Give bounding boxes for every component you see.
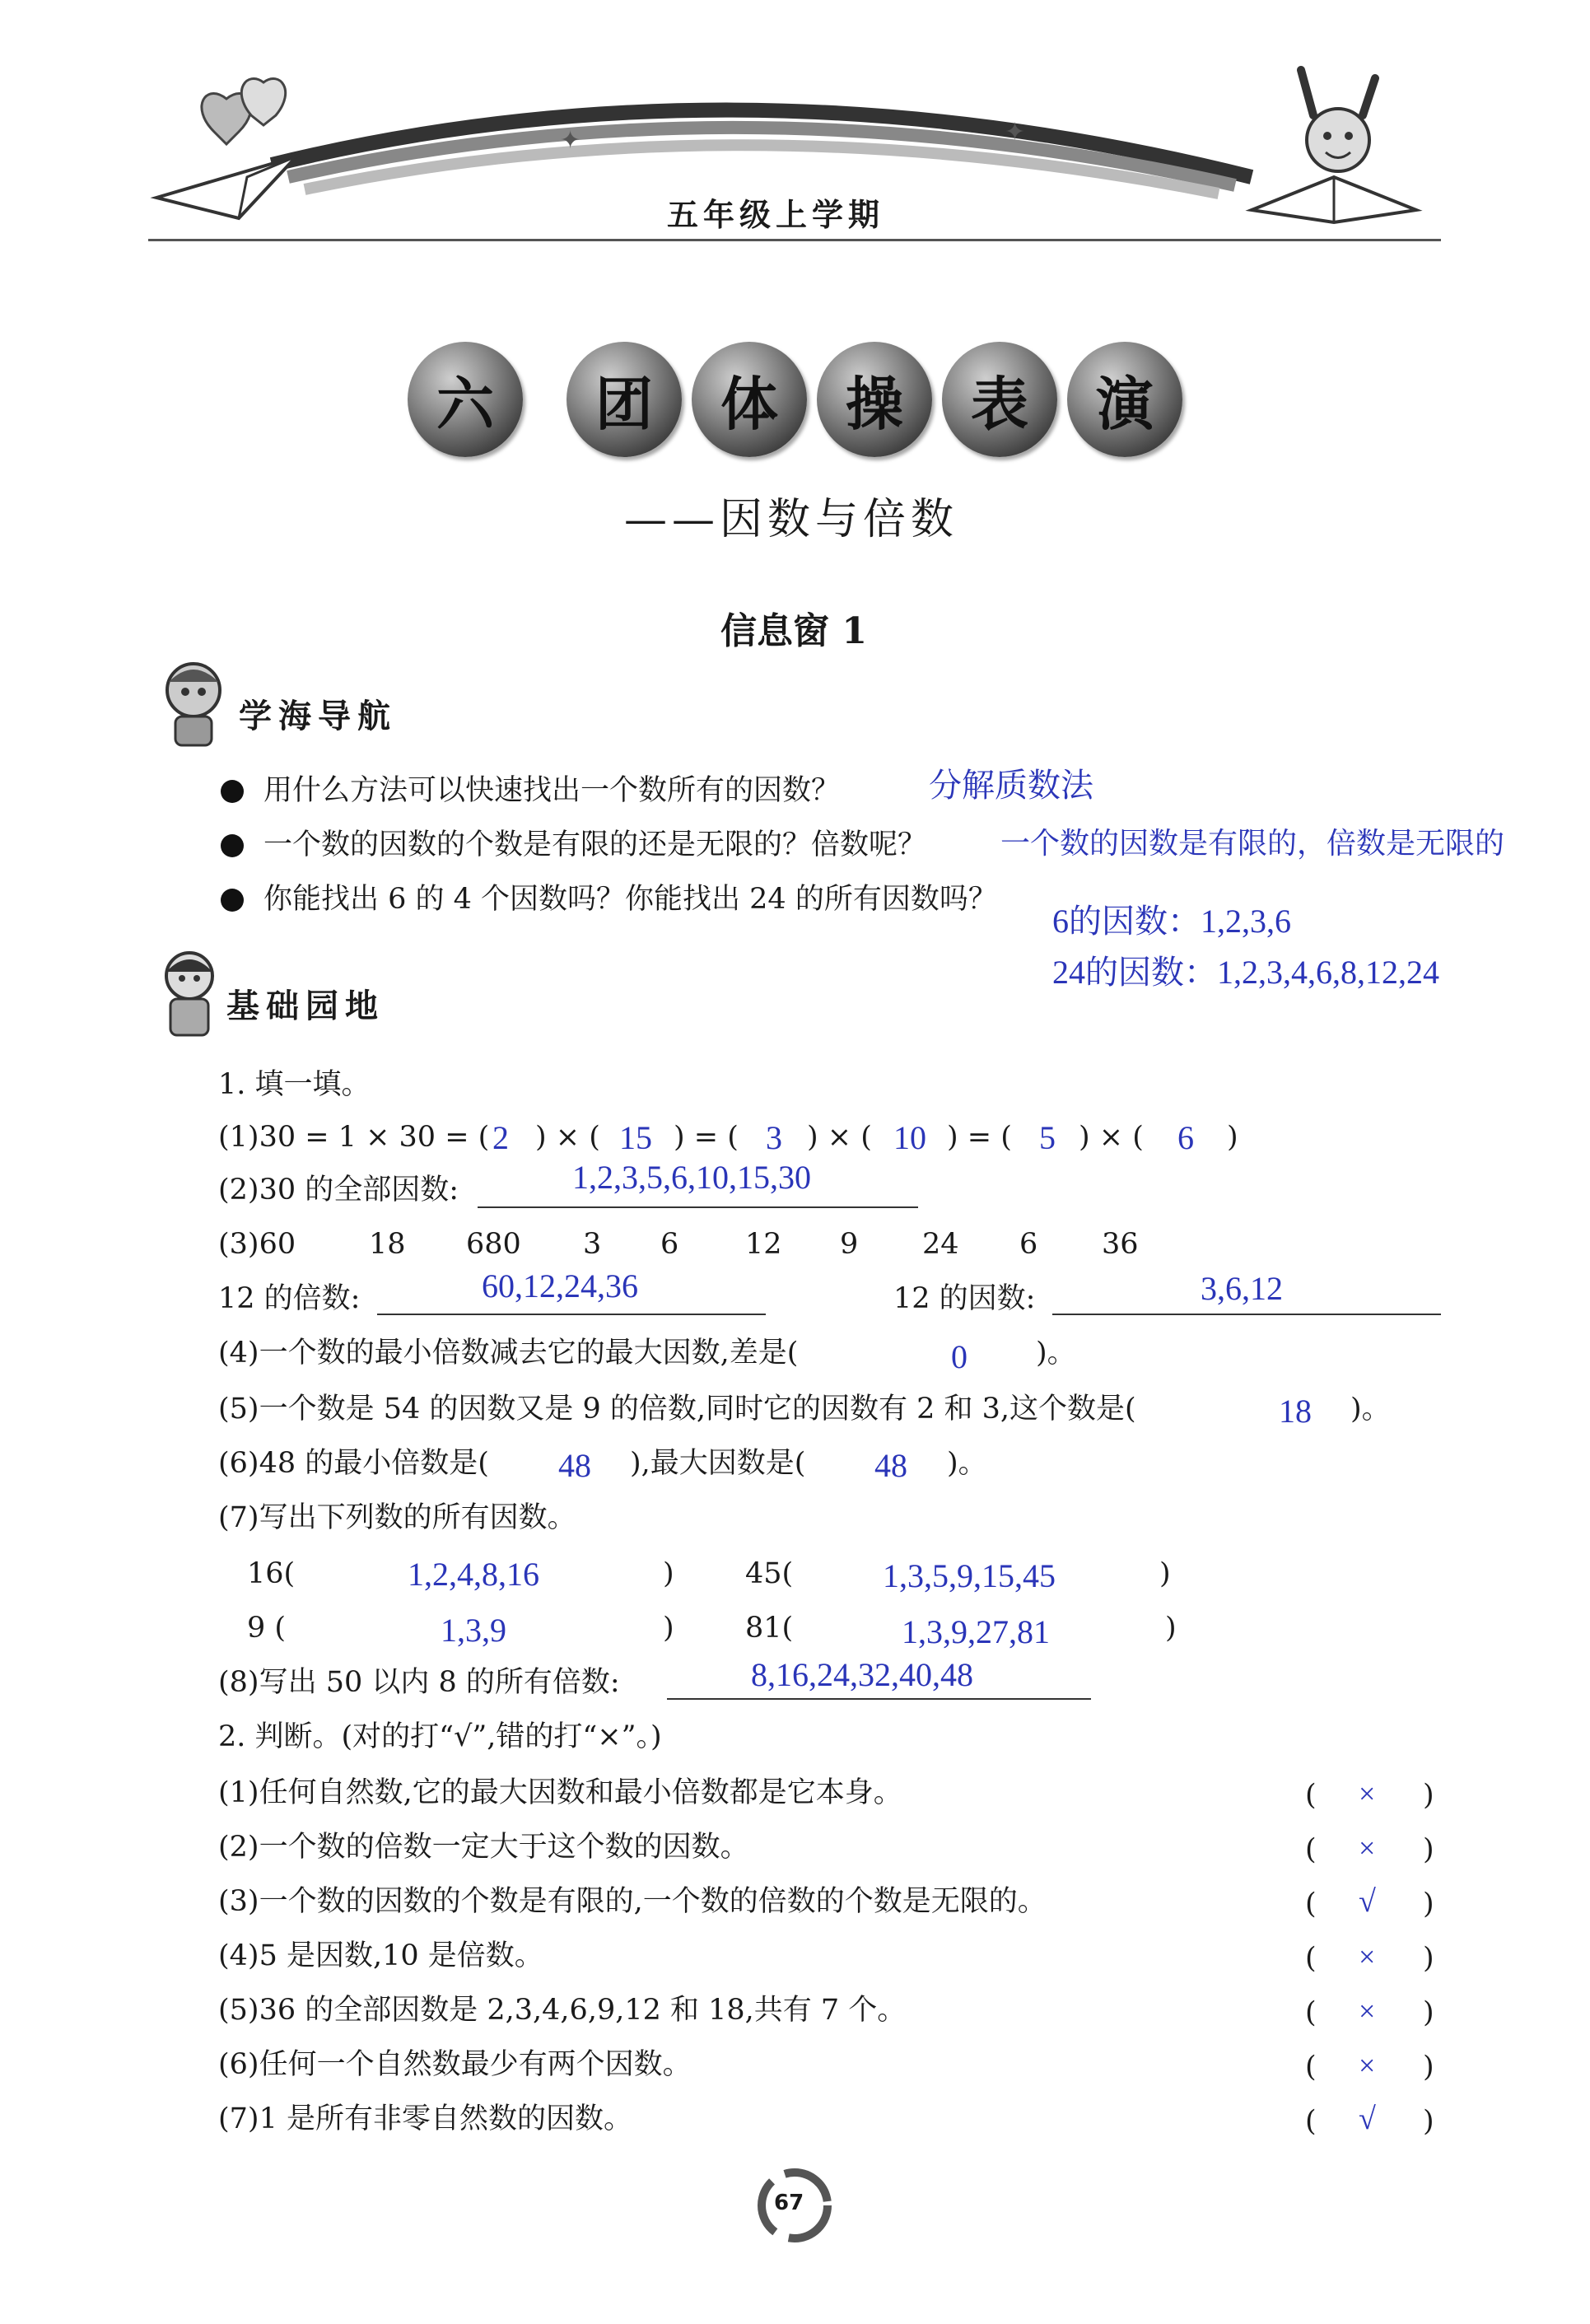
q1-3-number: 18 [369,1228,406,1261]
q1-7-answer: 1,3,9 [441,1612,506,1649]
judge-bracket: ) [1423,1779,1434,1812]
judge-answer: × [1359,1940,1376,1973]
q1-6-text: (6)48 的最小倍数是( [218,1447,489,1480]
q1-3-multiples-label: 12 的倍数: [218,1282,361,1315]
q1-7-label: 16( [247,1557,296,1590]
judge-item: (5)36 的全部因数是 2,3,4,6,9,12 和 18,共有 7 个。 [218,1994,907,2027]
judge-answer: √ [1359,2102,1376,2136]
q1-7-text: (7)写出下列数的所有因数。 [218,1501,576,1534]
svg-text:✦: ✦ [560,126,581,155]
section-heading-nav: 学海导航 [239,698,397,735]
q1-4-text: (4)一个数的最小倍数减去它的最大因数,差是( [218,1337,799,1370]
q1-8-label: (8)写出 50 以内 8 的所有倍数: [218,1666,620,1699]
q1-1-answer: 15 [619,1119,652,1156]
judge-item: (3)一个数的因数的个数是有限的,一个数的倍数的个数是无限的。 [218,1885,1047,1918]
question-title: 2. 判断。(对的打“√”,错的打“×”。) [218,1720,662,1753]
svg-text:✦: ✦ [1005,118,1026,147]
judge-item: (6)任何一个自然数最少有两个因数。 [218,2048,692,2081]
answer-line [377,1314,766,1315]
judge-bracket: ( [1305,1942,1317,1975]
q1-7-label: 9 ( [247,1612,287,1645]
q1-5-close: )。 [1350,1393,1391,1426]
q1-7-label: 81( [745,1612,794,1645]
title-char: 操 [817,342,932,457]
q1-2-label: (2)30 的全部因数: [218,1174,459,1206]
q1-1-answer: 10 [893,1119,926,1156]
q1-8-answer: 8,16,24,32,40,48 [751,1656,973,1693]
nav-answer: 分解质数法 [929,767,1093,804]
q1-5-answer: 18 [1279,1393,1312,1430]
title-char: 体 [692,342,807,457]
q1-1-answer: 3 [766,1119,782,1156]
title-char: 六 [408,342,523,457]
q1-3-factors-answer: 3,6,12 [1201,1270,1283,1307]
judge-bracket: ( [1305,2105,1317,2138]
q1-1-text: ) = ( [947,1121,1012,1154]
q1-1-text: ) = ( [674,1121,739,1154]
judge-answer: × [1359,1777,1376,1810]
judge-answer: × [1359,2049,1376,2082]
judge-answer: √ [1359,1884,1376,1919]
q1-1-text: ) × ( [1079,1121,1144,1154]
bullet-icon [221,889,244,912]
judge-bracket: ) [1423,2051,1434,2084]
nav-answer: 6的因数：1,2,3,6 [1052,903,1291,940]
q1-3-factors-label: 12 的因数: [893,1282,1036,1315]
q1-3-number: 9 [840,1228,859,1261]
nav-question: 你能找出 6 的 4 个因数吗？你能找出 24 的所有因数吗？ [263,883,997,916]
q1-3-number: 6 [660,1228,679,1261]
judge-bracket: ( [1305,2051,1317,2084]
judge-answer: × [1359,1995,1376,2028]
q1-4-close: )。 [1036,1337,1076,1370]
q1-7-label: 45( [745,1557,794,1590]
judge-item: (2)一个数的倍数一定大于这个数的因数。 [218,1831,749,1864]
q1-7-answer: 1,3,9,27,81 [902,1613,1050,1650]
q1-6-mid: ),最大因数是( [630,1447,806,1480]
judge-bracket: ( [1305,1888,1317,1920]
title-char: 团 [567,342,682,457]
judge-bracket: ) [1423,1888,1434,1920]
judge-bracket: ) [1423,2105,1434,2138]
q1-7-close: ) [1159,1557,1171,1590]
q1-6-close: )。 [947,1447,987,1480]
q1-1-answer: 6 [1177,1119,1194,1156]
q1-7-close: ) [663,1612,674,1645]
q1-3-number: 12 [745,1228,782,1261]
q1-1-answer: 5 [1039,1119,1056,1156]
judge-bracket: ( [1305,1833,1317,1866]
answer-line [478,1206,918,1208]
q1-3-number: 6 [1019,1228,1038,1261]
q1-6-answer: 48 [558,1447,591,1484]
grade-label: 五年级上学期 [667,197,885,233]
title-char: 演 [1067,342,1182,457]
q1-3-number: 36 [1102,1228,1139,1261]
judge-bracket: ) [1423,1833,1434,1866]
judge-item: (7)1 是所有非零自然数的因数。 [218,2102,632,2135]
question-title: 1. 填一填。 [218,1068,371,1101]
q1-4-answer: 0 [951,1338,968,1375]
judge-item: (1)任何自然数,它的最大因数和最小倍数都是它本身。 [218,1776,902,1809]
nav-answer: 一个数的因数是有限的，倍数是无限的 [1000,827,1505,860]
q1-6-answer: 48 [874,1447,907,1484]
judge-bracket: ( [1305,1996,1317,2029]
q1-3-number: 680 [466,1228,521,1261]
nav-question: 用什么方法可以快速找出一个数所有的因数？ [263,774,841,807]
q1-2-answer: 1,2,3,5,6,10,15,30 [572,1159,811,1196]
title-char: 表 [942,342,1057,457]
boy-avatar-icon [152,947,226,1038]
q1-1-answer: 2 [492,1119,509,1156]
q1-3-number: (3)60 [218,1228,296,1261]
section-heading-basics: 基础园地 [226,987,385,1025]
nav-answer: 24的因数：1,2,3,4,6,8,12,24 [1052,954,1439,991]
q1-1-text: ) [1227,1121,1238,1154]
q1-3-number: 3 [583,1228,602,1261]
judge-bracket: ( [1305,1779,1317,1812]
q1-3-number: 24 [922,1228,959,1261]
chapter-subtitle: ——因数与倍数 [624,495,959,544]
judge-bracket: ) [1423,1942,1434,1975]
answer-line [1052,1314,1441,1315]
q1-7-answer: 1,2,4,8,16 [408,1556,539,1593]
header-rule [148,239,1441,241]
info-window-title: 信息窗 1 [720,610,867,652]
nav-question: 一个数的因数的个数是有限的还是无限的？倍数呢？ [263,828,927,861]
bullet-icon [221,780,244,803]
q1-5-text: (5)一个数是 54 的因数又是 9 的倍数,同时它的因数有 2 和 3,这个数是( [218,1393,1136,1426]
answer-line [667,1698,1091,1700]
judge-bracket: ) [1423,1996,1434,2029]
q1-1-prefix: (1)30 = 1 × 30 = ( [218,1121,490,1154]
page-number: 67 [774,2191,804,2215]
judge-answer: × [1359,1832,1376,1864]
q1-7-close: ) [1165,1612,1177,1645]
q1-7-close: ) [663,1557,674,1590]
q1-7-answer: 1,3,5,9,15,45 [883,1557,1056,1594]
judge-item: (4)5 是因数,10 是倍数。 [218,1939,543,1972]
q1-3-multiples-answer: 60,12,24,36 [482,1267,638,1304]
student-avatar-icon [152,657,235,748]
q1-1-text: ) × ( [807,1121,872,1154]
q1-1-text: ) × ( [535,1121,600,1154]
bullet-icon [221,834,244,857]
